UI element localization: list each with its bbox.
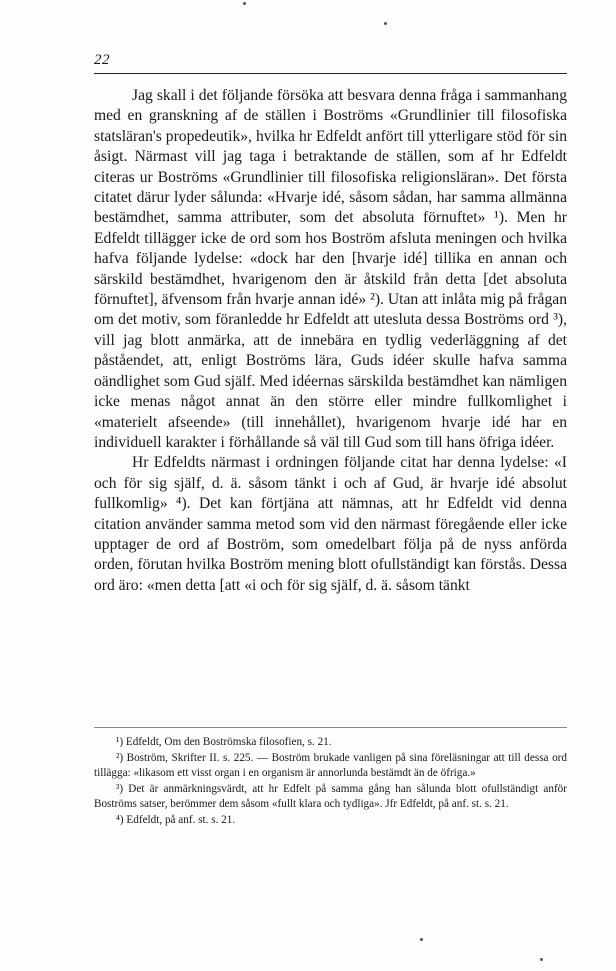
print-speck	[420, 938, 423, 941]
footnote: ¹) Edfeldt, Om den Boströmska filosofien, s. 21.	[116, 736, 332, 748]
print-speck	[243, 2, 246, 5]
footnote: ⁴) Edfeldt, på anf. st. s. 21.	[116, 813, 236, 826]
footnote: ²) Boström, Skrifter II. s. 225. — Boström brukade vanligen på sina föreläsningar att till dessa ord tillägga: «likasom ett visst organ i en organism är annorlunda bestämdt än de öfriga.»	[94, 751, 567, 780]
paragraph: Jag skall i det följande försöka att besvara denna fråga i sammanhang med en granskning af de ställen i Boströms «Grundlinier till filosofiska statsläran's propedeutik», hvilka hr Edfeldt anfört till ytterligare stöd för sin åsigt. Närmast vill jag taga i betraktande de ställen, som af hr Edfeldt citeras ur Boströms «Grundlinier till filosofiska religionsläran». Det första citatet därur lyder sålunda: «Hvarje idé, såsom sådan, har samma allmänna bestämdhet, samma attributer, som det absoluta förnuftet» ¹). Men hr Edfeldt tillägger icke de ord som hos Boström afsluta meningen och hvilka hafva följande lydelse: «dock har den [hvarje idé] tillika en annan och särskild bestämdhet, hvarigenom den är åtskild från detta [det absoluta förnuftet], äfvensom från hvarje annan idé» ²). Utan att inlåta mig på frågan om det motiv, som föranledde hr Edfeldt att utesluta dessa Boströms ord ³), vill jag blott anmärka, att de innebära en tydlig vederläggning af det påståendet, att, enligt Boströms lära, Guds idéer skulle hafva samma oändlighet som Gud själf. Med idéernas särskilda bestämdhet kan nämligen icke menas något annat än den större eller mindre fullkomlighet i «materielt afseende» (till innehållet), hvarigenom hvarje idé har en individuell karakter i förhållande så väl till Gud som till hans öfriga idéer.	[94, 87, 567, 451]
footnotes	[94, 735, 567, 829]
footnote-rule	[94, 727, 567, 728]
footnote: ³) Det är anmärkningsvärdt, att hr Edfelt på samma gång han sålunda blott ofullständigt anför Boströms satser, berömmer dem såsom «fullt klara och tydliga». Jfr Edfeldt, på anf. st. s. 21.	[94, 782, 567, 811]
page-number: 22	[94, 52, 110, 68]
paragraph: Hr Edfeldts närmast i ordningen följande citat har denna lydelse: «I och för sig själf, d. ä. såsom tänkt i och af Gud, är hvarje idé absolut fullkomlig» ⁴). Det kan förtjäna att nämnas, att hr Edfeldt vid denna citation använder samma metod som vid den närmast föregående eller icke upptager de ord af Boström, som omedelbart följa på de nyss anförda orden, förutan hvilka Boström mening blott ofullständigt kan förstås. Dessa ord äro: «men detta [att «i och för sig själf, d. ä. såsom tänkt	[94, 454, 567, 594]
body-text	[94, 86, 567, 596]
print-speck	[384, 22, 387, 25]
header-rule	[94, 73, 567, 74]
print-speck	[540, 958, 543, 961]
